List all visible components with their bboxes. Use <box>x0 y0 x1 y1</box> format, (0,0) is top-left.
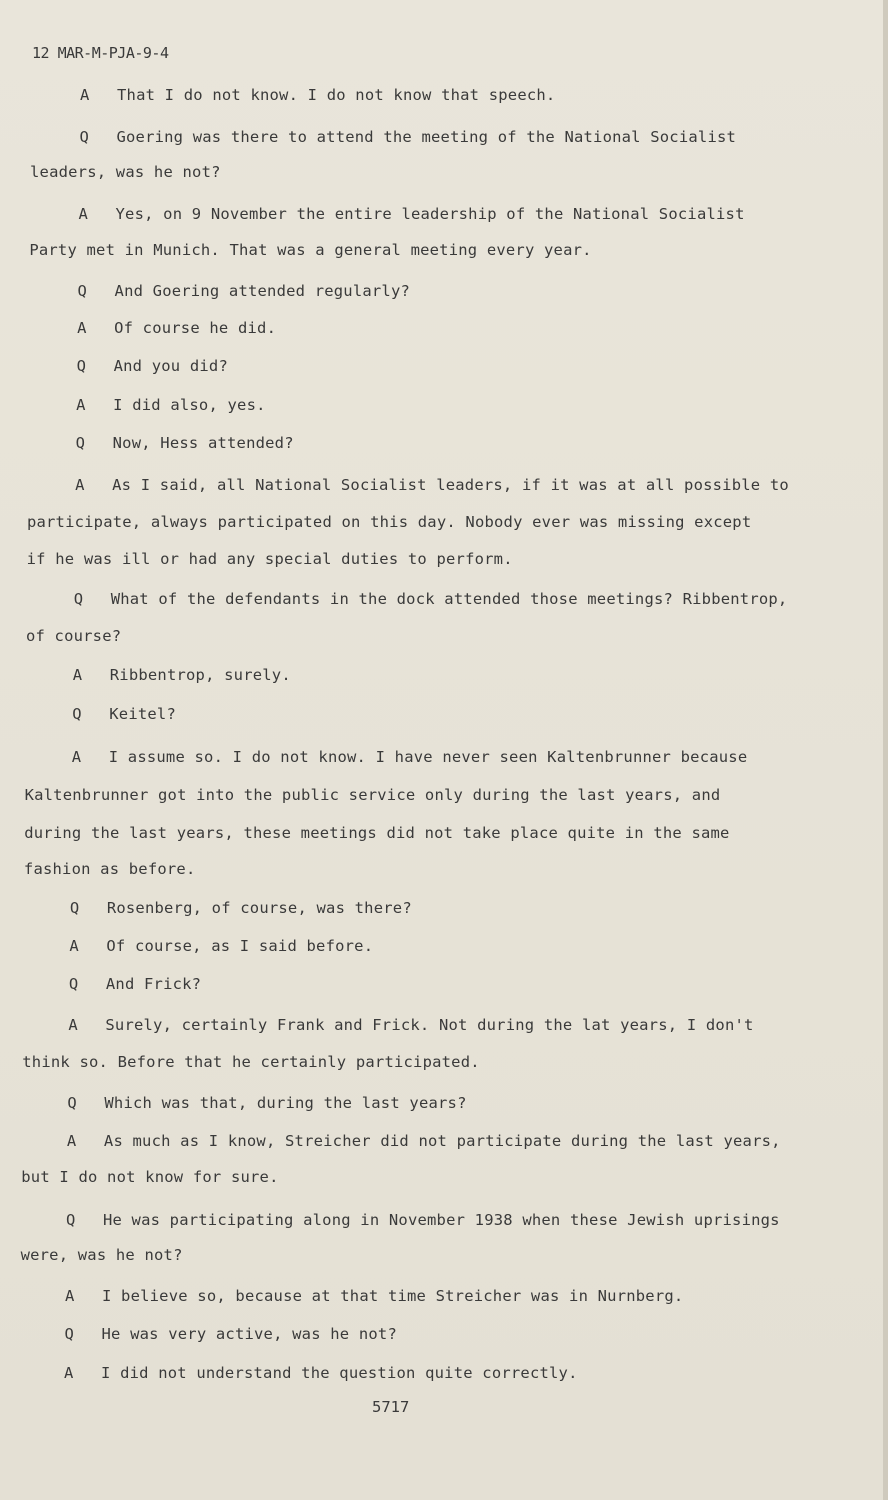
question-marker: Q <box>65 1211 76 1229</box>
question-marker: Q <box>75 434 85 452</box>
transcript-line: Goering was there to attend the meeting of the National Socialist <box>116 128 737 146</box>
answer-marker: A <box>78 205 88 223</box>
transcript-continuation-line: were, was he not? <box>20 1246 183 1264</box>
answer-marker: A <box>68 1016 78 1034</box>
question-marker: Q <box>68 975 79 993</box>
transcript-line: And you did? <box>113 357 228 375</box>
transcript-line: Of course, as I said before. <box>106 937 374 955</box>
answer-marker: A <box>75 476 85 494</box>
transcript-continuation-line: fashion as before. <box>23 860 196 878</box>
transcript-line: He was participating along in November 1938 when these Jewish uprisings <box>102 1211 780 1229</box>
transcript-line: I did also, yes. <box>113 396 266 414</box>
transcript-line: As much as I know, Streicher did not participate during the last years, <box>103 1132 781 1150</box>
transcript-line: I believe so, because at that time Streicher was in Nurnberg. <box>101 1287 684 1305</box>
answer-marker: A <box>71 748 82 766</box>
transcript-line: Now, Hess attended? <box>112 434 294 452</box>
page-number: 5717 <box>372 1398 410 1416</box>
transcript-line: As I said, all National Socialist leaders, if it was at all possible to <box>112 476 789 494</box>
question-marker: Q <box>67 1094 77 1112</box>
transcript-line: Keitel? <box>109 705 176 723</box>
transcript-continuation-line: Kaltenbrunner got into the public service only during the last years, and <box>24 786 721 804</box>
page-edge <box>883 0 888 1500</box>
transcript-line: Surely, certainly Frank and Frick. Not during the lat years, I don't <box>105 1016 754 1034</box>
question-marker: Q <box>73 590 84 608</box>
transcript-line: Yes, on 9 November the entire leadership of the National Socialist <box>115 205 745 223</box>
transcript-continuation-line: think so. Before that he certainly participated. <box>22 1053 480 1071</box>
transcript-line: Rosenberg, of course, was there? <box>106 899 412 917</box>
transcript-continuation-line: if he was ill or had any special duties to perform. <box>26 550 513 568</box>
transcript-line: I did not understand the question quite correctly. <box>101 1364 578 1382</box>
answer-marker: A <box>76 396 86 414</box>
answer-marker: A <box>77 319 87 337</box>
answer-marker: A <box>64 1287 75 1305</box>
question-marker: Q <box>77 282 87 300</box>
question-marker: Q <box>69 899 80 917</box>
question-marker: Q <box>79 128 89 146</box>
transcript-line: And Goering attended regularly? <box>114 282 411 300</box>
document-header: 12 MAR-M-PJA-9-4 <box>32 44 169 62</box>
transcript-continuation-line: of course? <box>25 627 122 645</box>
answer-marker: A <box>72 666 83 684</box>
question-marker: Q <box>64 1325 74 1343</box>
answer-marker: A <box>64 1364 74 1382</box>
transcript-line: I assume so. I do not know. I have never seen Kaltenbrunner because <box>108 748 748 766</box>
transcript-continuation-line: Party met in Munich. That was a general meeting every year. <box>29 241 592 259</box>
answer-marker: A <box>66 1132 77 1150</box>
transcript-line: That I do not know. I do not know that speech. <box>117 86 556 104</box>
transcript-line: Of course he did. <box>114 319 277 337</box>
question-marker: Q <box>76 357 86 375</box>
transcript-line: Which was that, during the last years? <box>104 1094 467 1112</box>
transcript-line: He was very active, was he not? <box>101 1325 397 1343</box>
transcript-line: Ribbentrop, surely. <box>109 666 291 684</box>
transcript-continuation-line: participate, always participated on this day. Nobody ever was missing except <box>26 513 752 531</box>
transcript-continuation-line: leaders, was he not? <box>30 163 221 181</box>
transcript-continuation-line: but I do not know for sure. <box>21 1168 279 1186</box>
transcript-line: And Frick? <box>105 975 202 993</box>
answer-marker: A <box>69 937 79 955</box>
transcript-continuation-line: during the last years, these meetings did not take place quite in the same <box>24 824 730 842</box>
question-marker: Q <box>72 705 82 723</box>
answer-marker: A <box>80 86 90 104</box>
transcript-line: What of the defendants in the dock attended those meetings? Ribbentrop, <box>110 590 788 608</box>
